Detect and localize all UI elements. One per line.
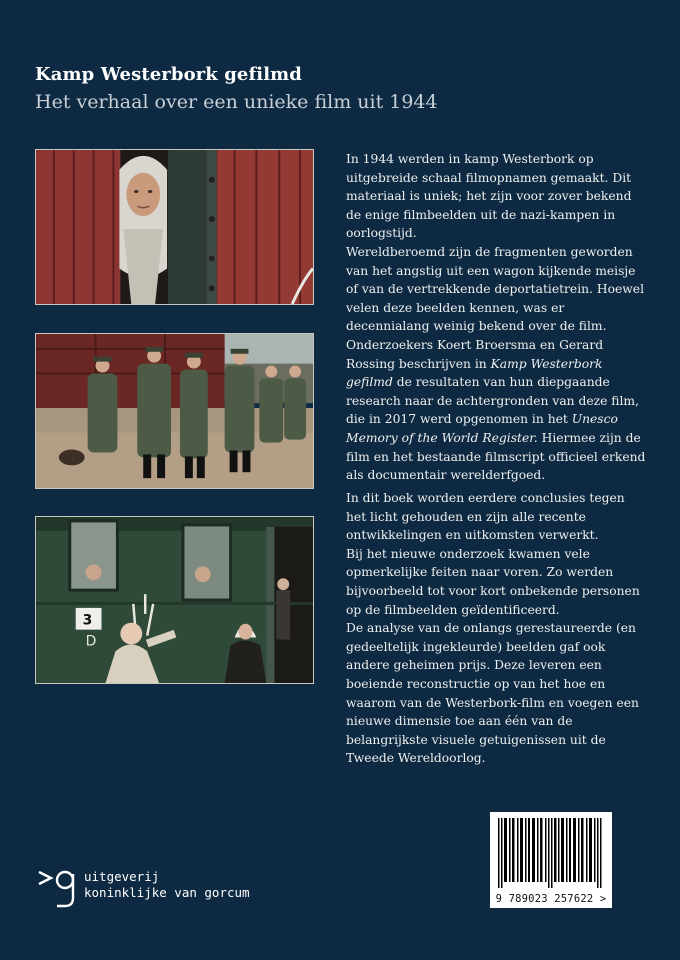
book-title-italic: Kamp Westerbork gefilmd [346, 356, 603, 390]
paragraph-research-cont: de resultaten van hun diepgaande research naar de achtergronden van deze film, die in 2017 werd opgenomen in het [346, 375, 640, 427]
photo-train-carriage-departure [35, 516, 314, 684]
publisher-label: uitgeverij [84, 869, 160, 884]
paragraph-new-research: Bij het nieuwe onderzoek kwamen vele opmerkelijke feiten naar voren. Zo werden bijvoorbeeld tot voor kort onbekende personen op de filmbeelden geïdentificeerd. [346, 546, 640, 617]
paragraph-intro: In 1944 werden in kamp Westerbork op uitgebreide schaal filmopnamen gemaakt. Dit materiaal is uniek; het zijn voor zover bekend de enige filmbeelden uit de nazi-kampen in oorlogstijd. [346, 152, 632, 241]
book-subtitle: Het verhaal over een unieke film uit 1944 [35, 91, 438, 113]
vg-logo-icon [37, 866, 77, 908]
paragraph-research [346, 243, 646, 485]
isbn-digits: 9 789023 257622 > [495, 893, 607, 905]
paragraph-research-text: Wereldberoemd zijn de fragmenten geworden van het angstig uit een wagon kijkende meisje of van de vertrekkende deportatietrein. Hoewel velen deze beelden kennen, was er decennialang weinig bekend over de film. Onderzoekers Koert Broersma en Gerard Rossing beschrijven in [346, 244, 645, 371]
photo-girl-in-wagon [35, 149, 314, 305]
paragraph-conclusions: In dit boek worden eerdere conclusies tegen het licht gehouden en zijn alle recente ontwikkelingen en uitkomsten verwerkt. [346, 491, 625, 543]
isbn-barcode [490, 812, 612, 908]
description-block-1 [346, 150, 646, 485]
publisher-name: koninklijke van gorcum [84, 885, 250, 900]
paragraph-analysis: De analyse van de onlangs gerestaureerde (en gedeeltelijk ingekleurde) beelden gaf ook andere geheimen prijs. Deze leveren een boeiende reconstructie op van het hoe en waarom van de Westerbork-film en voegen een nieuwe dimensie toe aan één van de belangrijkste visuele getuigenissen uit de Tweede Wereldoorlog. [346, 621, 639, 766]
paragraph-research-end: Hiermee zijn de film en het bestaande filmscript officieel erkend als documentair werelderfgoed. [346, 430, 646, 483]
description-block-2 [346, 489, 646, 768]
barcode-icon [496, 818, 606, 888]
svg-text:3: 3 [82, 612, 93, 629]
photo-soldiers-on-platform [35, 333, 314, 489]
book-title: Kamp Westerbork gefilmd [35, 64, 302, 85]
unesco-register-italic: Unesco Memory of the World Register. [346, 412, 618, 445]
svg-text:D: D [85, 633, 97, 650]
